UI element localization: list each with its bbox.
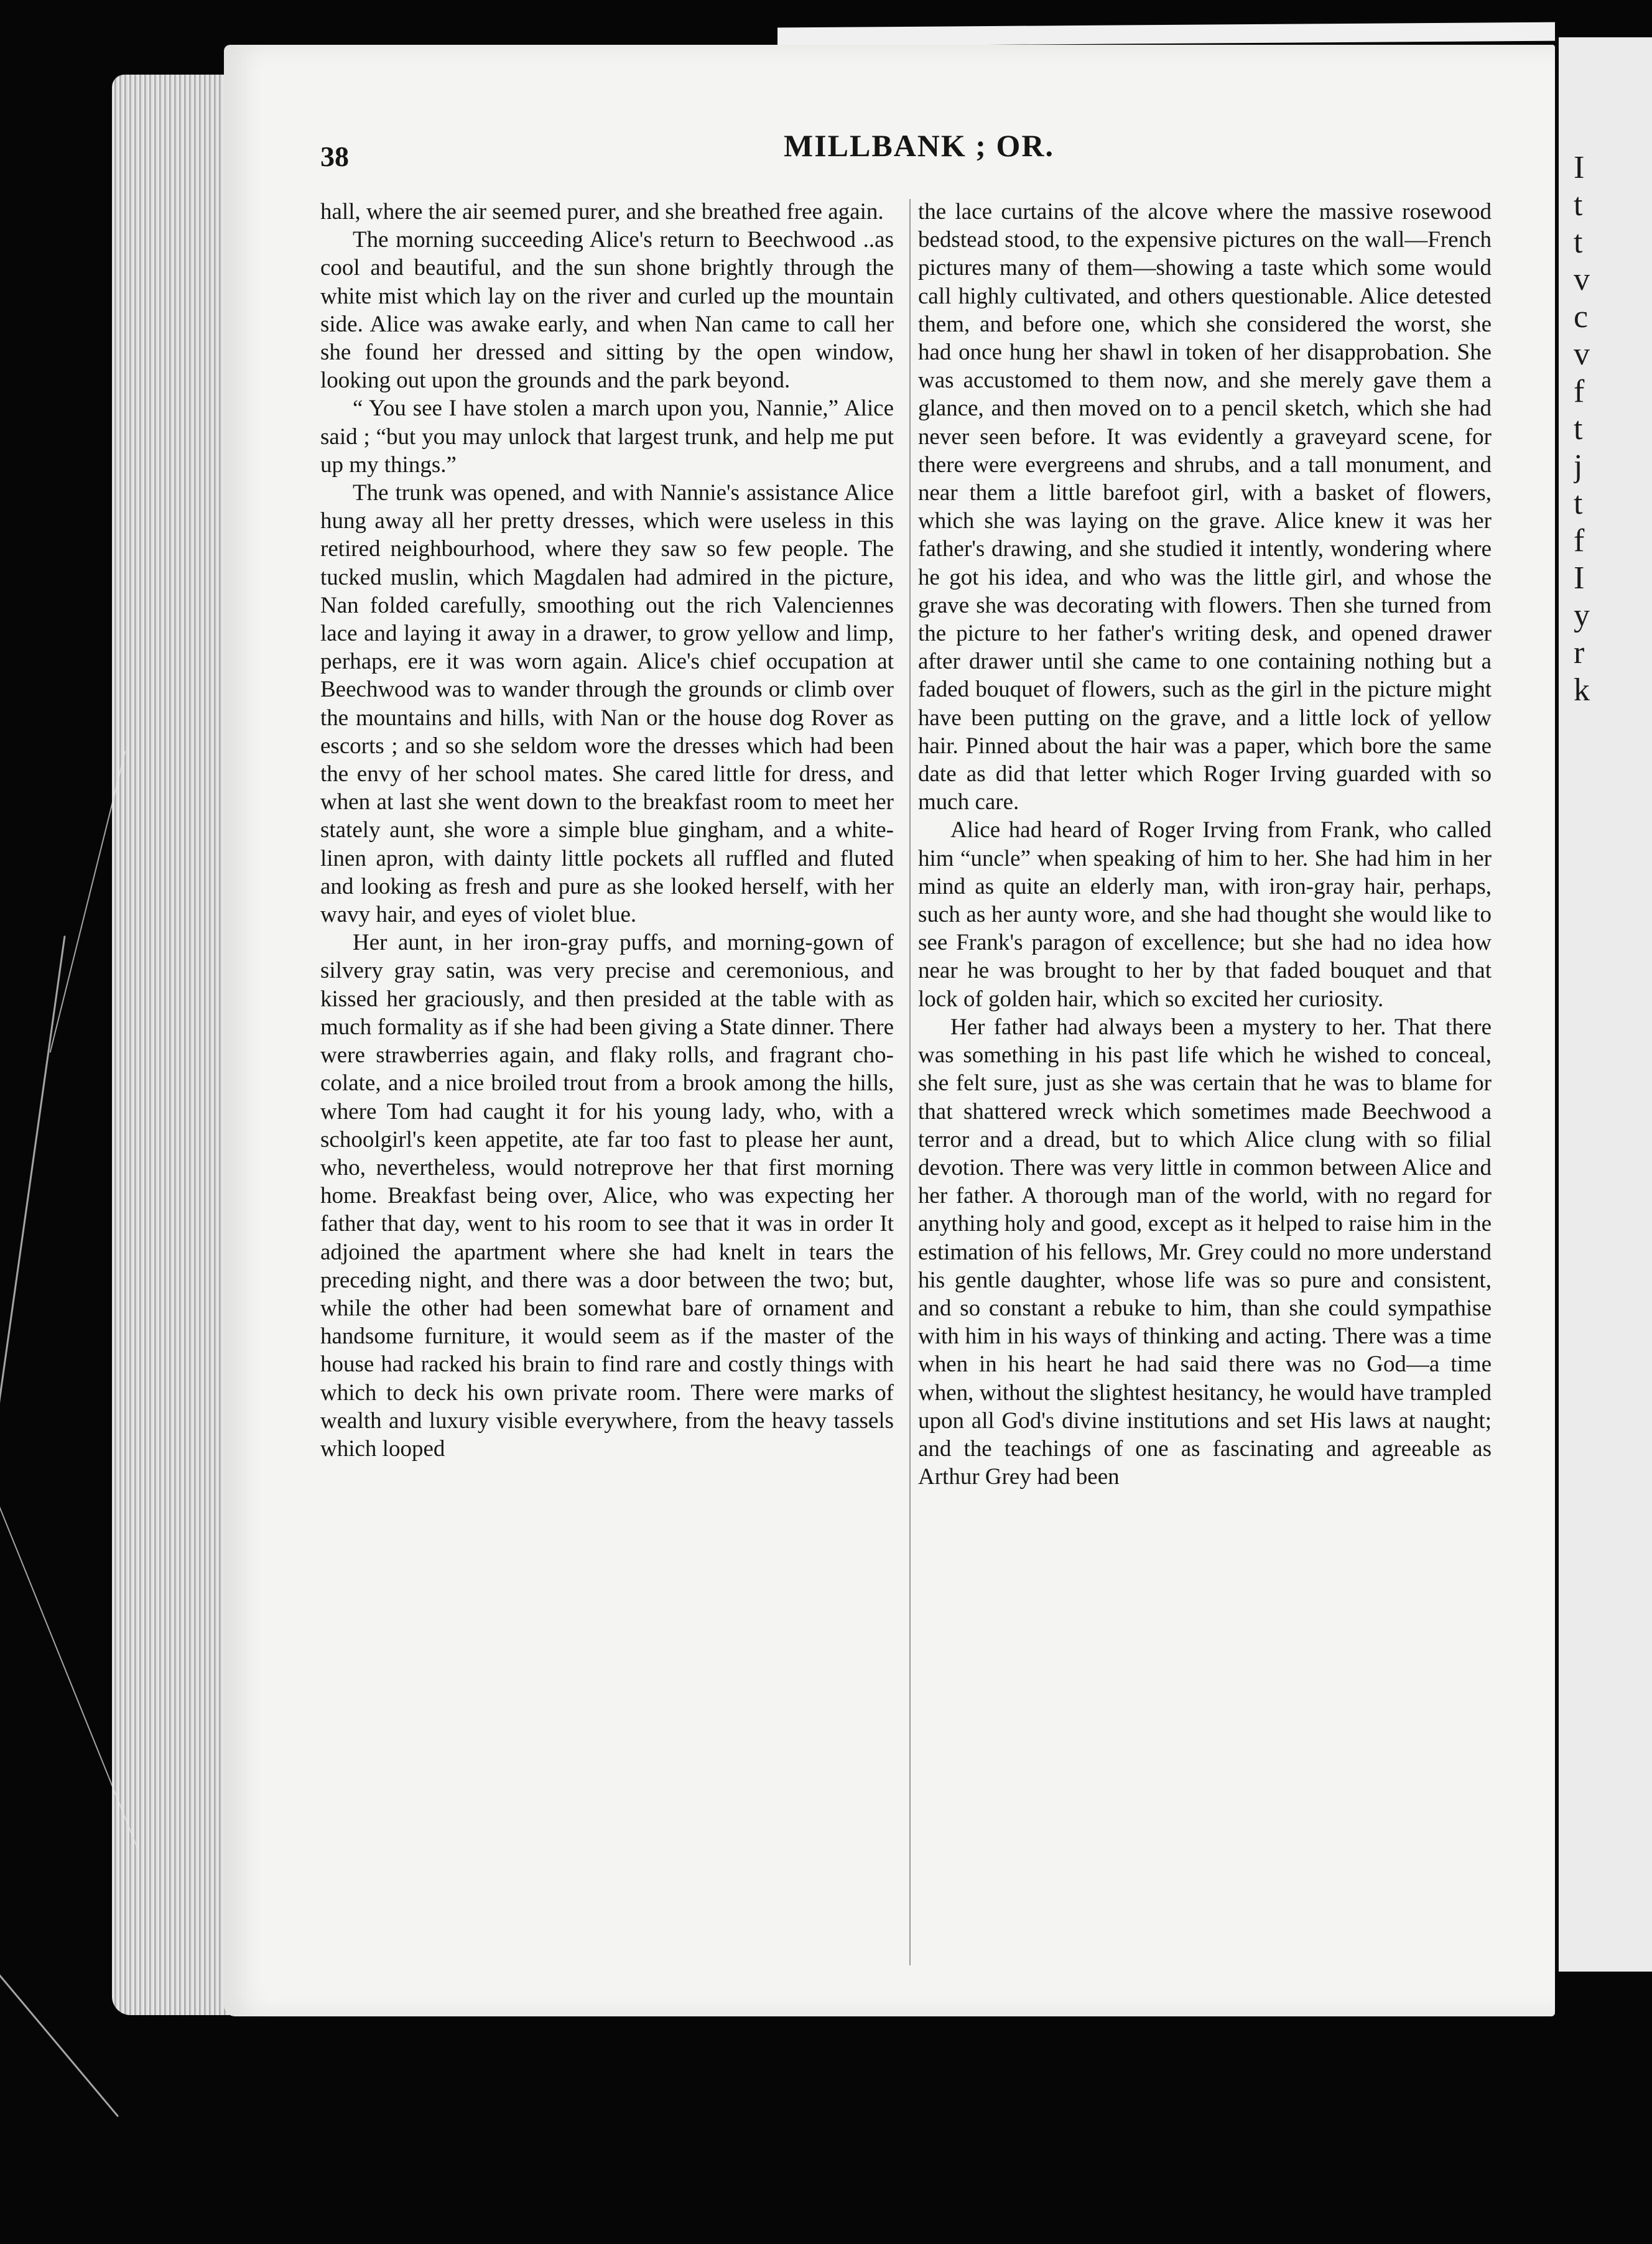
paragraph: Alice had heard of Roger Irving from Frank, who called him “uncle” when speaking of him to her. She had him in her mind as quite an elderly man, with iron-gray hair, perhaps, such as her aunty wore, and she had thought she would like to see Frank's paragon of excellence; but she had no idea how near he was brought to her by that faded bouquet and that lock of golden hair, which so excited her curiosity. bbox=[918, 817, 1492, 1012]
book-top-edge bbox=[777, 22, 1555, 47]
scan-fiber bbox=[0, 1926, 119, 2117]
paragraph: Her aunt, in her iron-gray puffs, and morning-gown of silvery gray satin, was very precise and ceremonious, and kissed her graciously, and then presided at the table with as much formality as if she had been giving a State dinner. There were strawberries again, and flaky rolls, and fragrant chocolate, and a nice broiled trout from a brook among the hills, where Tom had caught it for his young lady, who, with a schoolgirl's keen appetite, ate far too fast to please her aunt, who, nevertheless, would notreprove her that first morning home. Breakfast being over, Alice, who was expecting her father that day, went to his room to see that it was in order It adjoined the apartment where she had knelt in tears the preceding night, and there was a door between the two; but, while the other had been somewhat bare of ornament and handsome furniture, it would seem as if the master of the house had racked his brain to find rare and costly things with which to deck his own private room. There were marks of wealth and luxury visible everywhere, from the heavy tassels which looped bbox=[320, 930, 894, 1462]
paragraph: the lace curtains of the alcove where the massive rosewood bedstead stood, to the expensive pictures on the wall—French pictures many of them—showing a taste which some would call highly cultivated, and others questionable. Alice detested them, and before one, which she considered the worst, she had once hung her shawl in token of her disapprobation. She was accustomed to them now, and she merely gave them a glance, and then moved on to a pencil sketch, which she had never seen before. It was evidently a graveyard scene, for there were evergreens and shrubs, and a tall monument, and near them a little barefoot girl, with a basket of flowers, which she was laying on the grave. Alice knew it was her father's drawing, and she studied it intently, wondering where he got his idea, and who was the little girl, and whose the grave she was decorating with flowers. Then she turned from the picture to her father's writing desk, and opened drawer after drawer until she came to one containing nothing but a faded bouquet of flowers, such as the girl in the picture might have been putting on the grave, and a little lock of yellow hair. Pinned about the hair was a paper, which bore the same date as did that letter which Roger Irving guarded with so much care. bbox=[918, 199, 1492, 815]
paragraph: The trunk was opened, and with Nannie's assistance Alice hung away all her pretty dresses, which were useless in this retired neighbourhood, where they saw so few people. The tucked muslin, which Magdalen had admired in the picture, Nan folded carefully, smoothing out the rich Valenciennes lace and laying it away in a drawer, to grow yellow and limp, perhaps, ere it was worn again. Alice's chief occupation at Beechwood was to wander through the grounds or climb over the mountains and hills, with Nan or the house dog Rover as escorts ; and so she seldom wore the dresses which had been the envy of her school mates. She cared little for dress, and when at last she went down to the breakfast room to meet her stately aunt, she wore a simple blue gingham, and a white-linen apron, with dainty little pockets all ruffled and fluted and looking as fresh and pure as she looked herself, with her wavy hair, and eyes of violet blue. bbox=[320, 480, 894, 928]
left-text-column bbox=[320, 198, 894, 1989]
running-head: MILLBANK ; OR. bbox=[784, 128, 1054, 163]
column-divider bbox=[909, 199, 911, 1965]
scan-fiber bbox=[0, 935, 66, 1490]
facing-page-strip bbox=[1555, 37, 1652, 1972]
paragraph: Her father had always been a mystery to her. That there was something in his past life which he wished to conceal, she felt sure, just as she was certain that he was to blame for that shattered wreck which sometimes made Beechwood a terror and a dread, but to which Alice clung with so filial devotion. There was very little in common between Alice and her father. A thorough man of the world, with no regard for anything holy and good, except as it helped to raise him in the estimation of his fellows, Mr. Grey could no more understand his gentle daughter, whose life was so pure and consistent, and so constant a rebuke to him, than she could sympathise with him in his ways of thinking and acting. There was a time when in his heart he had said there was no God—a time when, without the slightest hesitancy, he would have trampled upon all God's divine institutions and set His laws at naught; and the teachings of one as fascinating and agreeable as Arthur Grey had been bbox=[918, 1014, 1492, 1490]
paragraph: The morning succeeding Alice's return to Beechwood ..as cool and beautiful, and the sun shone brightly through the white mist which lay on the river and curled up the mountain side. Alice was awake early, and when Nan came to call her she found her dressed and sitting by the open window, looking out upon the grounds and the park beyond. bbox=[320, 227, 894, 394]
right-text-column bbox=[918, 198, 1492, 1989]
paragraph: “ You see I have stolen a march upon you, Nannie,” Alice said ; “but you may unlock that largest trunk, and help me put up my things.” bbox=[320, 396, 894, 478]
paragraph: hall, where the air seemed purer, and she breathed free again. bbox=[320, 199, 884, 225]
facing-page-fragment: I t t v c v f t j t f I y r k bbox=[1574, 150, 1590, 708]
page-number: 38 bbox=[320, 141, 349, 172]
